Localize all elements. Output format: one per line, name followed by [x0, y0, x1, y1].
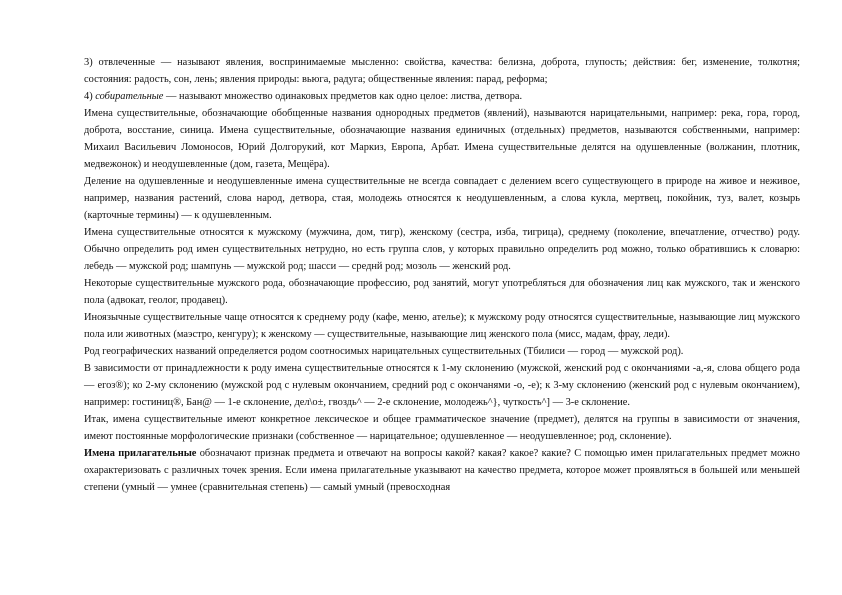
paragraph-animate-division [84, 173, 800, 224]
paragraph-text: — называют множество одинаковых предметов как одно целое: листва, детвора. [163, 91, 523, 102]
paragraph-text: Итак, имена существительные имеют конкретное лексическое и общее грамматическое значение (предмет), делятся на группы в зависимости от значения, имеют постоянные морфологические признаки (собственное — нарицательное; одушевленное — неодушевленное; род, склонение). [84, 414, 800, 442]
paragraph-foreign-nouns [84, 309, 800, 343]
paragraph-text: Имена существительные, обозначающие обобщенные названия однородных предметов (явлений), называются нарицательными, например: река, гора, город, доброта, восстание, синица. Имена существительные, обозначающие названия единичных (отдельных) предметов, называются собственными, например: Михаил Васильевич Ломоносов, Юрий Долгорукий, кот Маркиз, Европа, Арбат. Имена существительные делятся на одушевленные (волжанин, плотник, медвежонок) и неодушевленные (дом, газета, Мещёра). [84, 108, 800, 170]
paragraph-abstract-nouns [84, 54, 800, 88]
paragraph-adjectives [84, 445, 800, 496]
paragraph-text: В зависимости от принадлежности к роду имена существительные относятся к 1-му склонению (мужской, женский род с окончаниями -а,-я, слова общего рода — егоз®); ко 2-му склонению (мужской род с нулевым окончанием, средний род с окончанями -о, -е); к 3-му склонению (женский род с нулевым окончанием), например: гостиниц®, Бан@ — 1-е склонение, дел\о±, гвоздь^ — 2-е склонение, молодежь^}, чуткость^] — 3-е склонение. [84, 363, 800, 408]
paragraph-text: Род географических названий определяется родом соотносимых нарицательных существительных (Тбилиси — город — мужской род). [84, 346, 684, 357]
paragraph-lead: 4) [84, 91, 96, 102]
paragraph-text: Некоторые существительные мужского рода, обозначающие профессию, род занятий, могут употребляться для обозначения лиц как мужского, так и женского пола (адвокат, геолог, продавец). [84, 278, 800, 306]
bold-term: Имена прилагательные [84, 448, 197, 459]
paragraph-gender [84, 224, 800, 275]
paragraph-common-proper [84, 105, 800, 173]
paragraph-profession-nouns [84, 275, 800, 309]
paragraph-text: Иноязычные существительные чаще относятся к среднему роду (кафе, меню, ателье); к мужскому роду относятся существительные, называющие лиц мужского пола или животных (маэстро, кенгуру); к женскому — существительные, называющие лиц женского пола (мисс, мадам, фрау, леди). [84, 312, 800, 340]
document-page [84, 54, 800, 496]
paragraph-summary [84, 411, 800, 445]
paragraph-collective-nouns [84, 88, 800, 105]
paragraph-text: 3) отвлеченные — называют явления, воспринимаемые мысленно: свойства, качества: белизна, доброта, глупость; действия: бег, изменение, толкотня; состояния: радость, сон, лень; явления природы: вьюга, радуга; общественные явления: парад, реформа; [84, 57, 800, 85]
paragraph-declension [84, 360, 800, 411]
paragraph-geographic-names [84, 343, 800, 360]
paragraph-text: обозначают признак предмета и отвечают на вопросы какой? какая? какое? какие? С помощью имен прилагательных предмет можно охарактеризовать с различных точек зрения. Если имена прилагательные указывают на качество предмета, которое может проявляться в большей или меньшей степени (умный — умнее (сравнительная степень) — самый умный (превосходная [84, 448, 800, 493]
italic-term: собирательные [95, 91, 164, 102]
paragraph-text: Имена существительные относятся к мужскому (мужчина, дом, тигр), женскому (сестра, изба, тигрица), среднему (поколение, впечатление, отчество) роду. Обычно определить род имен существительных нетрудно, но есть группа слов, у которых правильно определить род можно, только обратившись к словарю: лебедь — мужской род; шампунь — мужской род; шасси — среднй род; мозоль — женский род. [84, 227, 800, 272]
paragraph-text: Деление на одушевленные и неодушевленные имена существительные не всегда совпадает с делением всего существующего в природе на живое и неживое, например, названия растений, слова народ, детвора, стая, молодежь относятся к неодушевленным, а слова кукла, мертвец, покойник, туз, валет, козырь (карточные термины) — к одушевленным. [84, 176, 800, 221]
